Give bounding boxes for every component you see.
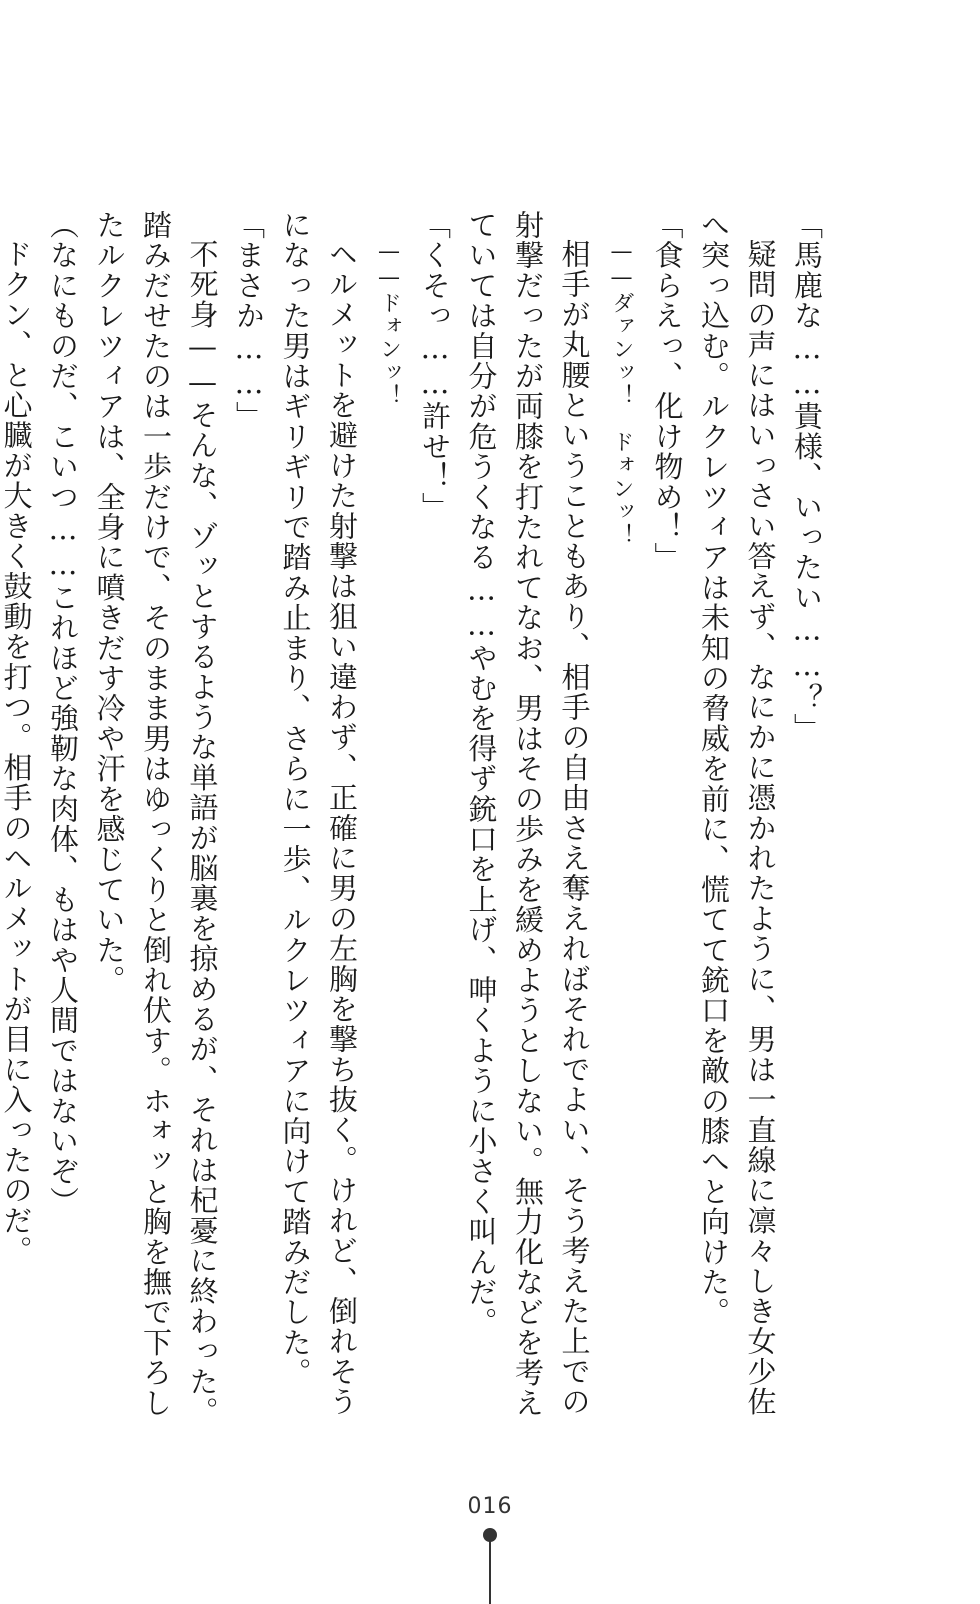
text-line: になった男はギリギリで踏み止まり、さらに一歩、ルクレツィアに向けて踏みだした。 xyxy=(278,210,313,1388)
text-line: ていては自分が危うくなる……やむを得ず銃口を上げ、呻くように小さく叫んだ。 xyxy=(464,210,499,1338)
folio-rule xyxy=(489,1540,491,1604)
page-number: 016 xyxy=(467,1494,513,1519)
body-text xyxy=(0,210,830,1427)
text-line-sound-effect: ——ドォンッ！ xyxy=(376,239,402,408)
text-line: ドクン、と心臓が大きく鼓動を打つ。相手のヘルメットが目に入ったのだ。 xyxy=(0,239,34,1266)
text-line: 疑問の声にはいっさい答えず、なにかに憑かれたように、男は一直線に凛々しき女少佐 xyxy=(743,239,778,1417)
text-line: ヘルメットを避けた射撃は狙い違わず、正確に男の左胸を撃ち抜く。けれど、倒れそう xyxy=(325,239,359,1417)
text-line-dialogue: 「まさか……」 xyxy=(232,210,266,432)
text-line: 不死身——そんな、ゾッとするような単語が脳裏を掠めるが、それは杞憂に終わった。 xyxy=(185,239,220,1427)
text-line-dialogue: 「馬鹿な……貴様、いったい……？」 xyxy=(790,210,824,744)
text-line-dialogue: 「食らえっ、化け物め！」 xyxy=(650,210,685,573)
text-line-sound-effect: ——ダァンッ！ ドォンッ！ xyxy=(609,239,634,547)
text-line-dialogue: 「くそっ……許せ！」 xyxy=(418,210,452,522)
text-line: 踏みだせたのは一歩だけで、そのまま男はゆっくりと倒れ伏す。ホォッと胸を撫で下ろし xyxy=(139,210,173,1418)
text-line: 相手が丸腰ということもあり、相手の自由さえ奪えればそれでよい、そう考えた上での xyxy=(557,239,592,1417)
text-line: へ突っ込む。ルクレツィアは未知の脅威を前に、慌てて銃口を敵の膝へと向けた。 xyxy=(697,210,731,1328)
text-line: たルクレツィアは、全身に噴きだす冷や汗を感じていた。 xyxy=(92,210,127,996)
text-line-thought: （なにものだ、こいつ……これほど強靭な肉体、もはや人間ではないぞ） xyxy=(46,210,80,1217)
text-line: 射撃だったが両膝を打たれてなお、男はその歩みを緩めようとしない。無力化などを考え xyxy=(511,210,545,1418)
